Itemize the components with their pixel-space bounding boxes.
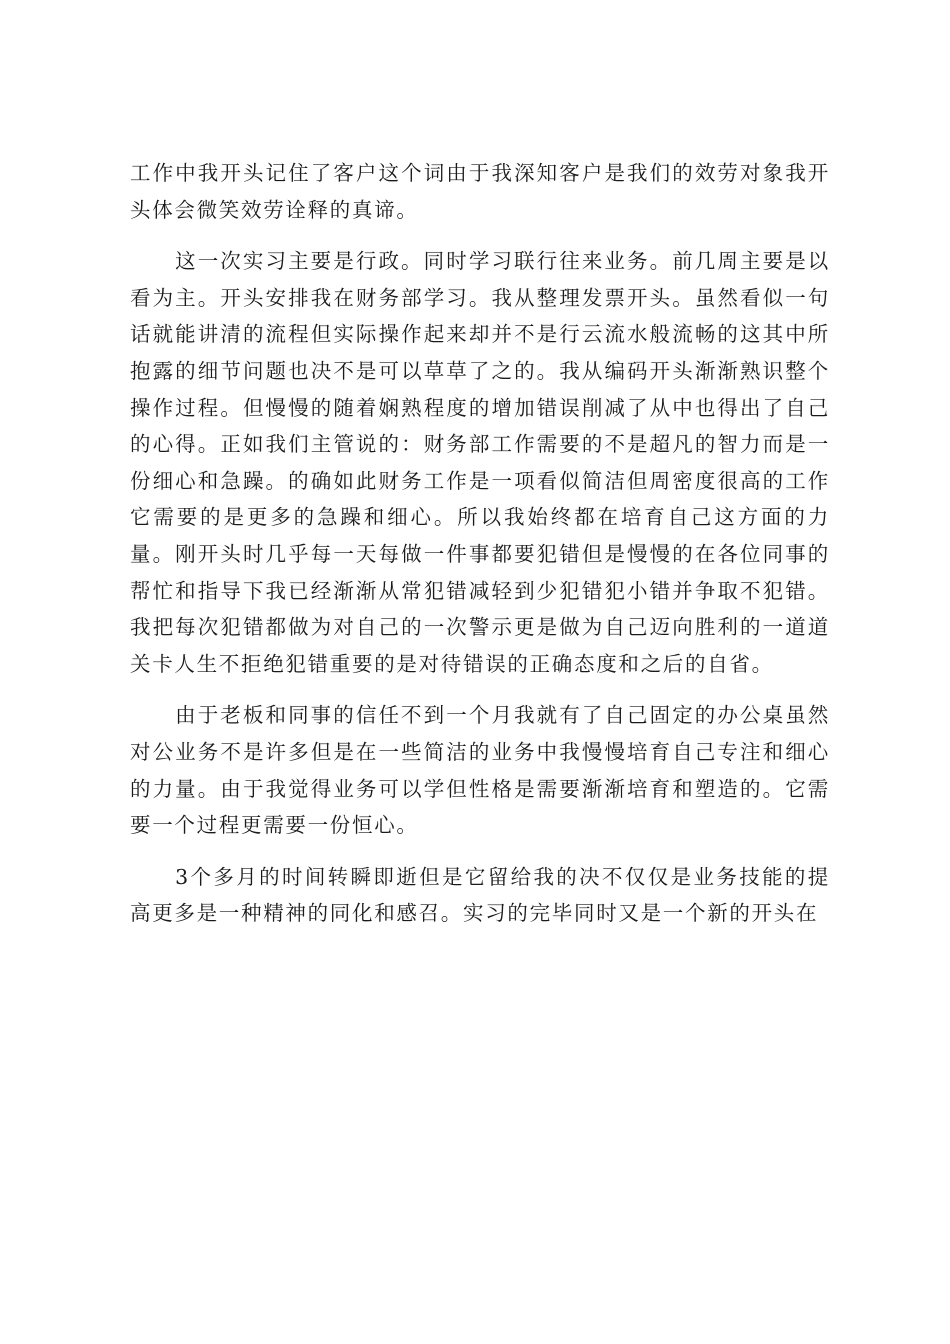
paragraph-4: 3个多月的时间转瞬即逝但是它留给我的决不仅仅是业务技能的提高更多是一种精神的同化和感召。实习的完毕同时又是一个新的开头在 (130, 864, 830, 926)
paragraph-3: 由于老板和同事的信任不到一个月我就有了自己固定的办公桌虽然对公业务不是许多但是在一些简洁的业务中我慢慢培育自己专注和细心的力量。由于我觉得业务可以学但性格是需要渐渐培育和塑造的。它需要一个过程更需要一份恒心。 (130, 703, 830, 838)
paragraph-2: 这一次实习主要是行政。同时学习联行往来业务。前几周主要是以看为主。开头安排我在财务部学习。我从整理发票开头。虽然看似一句话就能讲清的流程但实际操作起来却并不是行云流水般流畅的这其中所抱露的细节问题也决不是可以草草了之的。我从编码开头渐渐熟识整个操作过程。但慢慢的随着娴熟程度的增加错误削减了从中也得出了自己的心得。正如我们主管说的：财务部工作需要的不是超凡的智力而是一份细心和急躁。的确如此财务工作是一项看似简洁但周密度很高的工作它需要的是更多的急躁和细心。所以我始终都在培育自己这方面的力量。刚开头时几乎每一天每做一件事都要犯错但是慢慢的在各位同事的帮忙和指导下我已经渐渐从常犯错减轻到少犯错犯小错并争取不犯错。我把每次犯错都做为对自己的一次警示更是做为自己迈向胜利的一道道关卡人生不拒绝犯错重要的是对待错误的正确态度和之后的自省。 (130, 249, 830, 676)
document-body (130, 155, 830, 947)
paragraph-1: 工作中我开头记住了客户这个词由于我深知客户是我们的效劳对象我开头体会微笑效劳诠释的真谛。 (130, 161, 830, 222)
